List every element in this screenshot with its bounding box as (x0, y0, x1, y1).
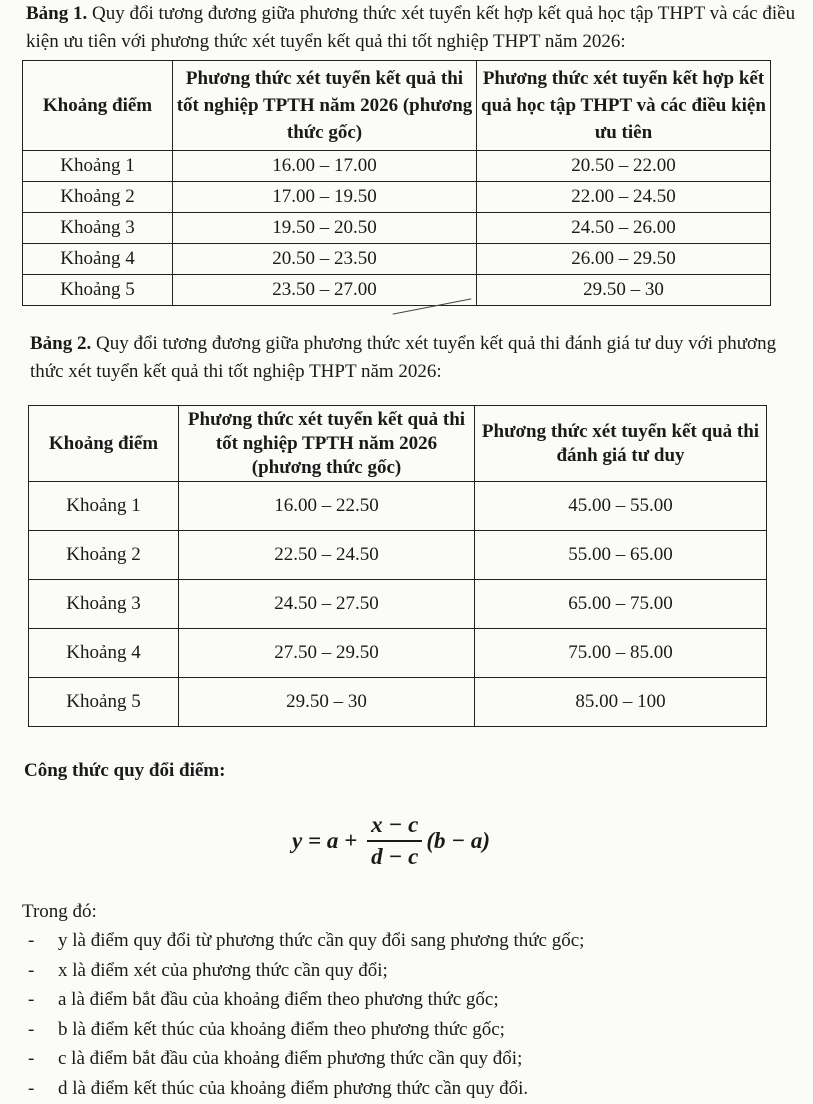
formula-lhs: y = a + (292, 828, 358, 853)
list-item-text: d là điểm kết thúc của khoảng điểm phương thức cần quy đổi. (58, 1077, 529, 1099)
table-row (29, 482, 767, 531)
formula-fraction (367, 810, 422, 872)
list-bullet: - (28, 959, 35, 981)
formula-title: Công thức quy đổi điểm: (24, 760, 226, 781)
formula-numerator: x − c (367, 810, 422, 842)
list-item (22, 1074, 802, 1104)
table-cell: 20.50 – 23.50 (173, 244, 477, 275)
table-cell: 85.00 – 100 (475, 678, 767, 727)
table1-caption (26, 0, 811, 56)
table-row (23, 275, 771, 306)
table-cell: 29.50 – 30 (477, 275, 771, 306)
table2-header-original-method: Phương thức xét tuyển kết quả thi tốt nghiệp TPTH năm 2026 (phương thức gốc) (179, 406, 475, 482)
table-cell: Khoảng 3 (29, 580, 179, 629)
table-cell: Khoảng 1 (29, 482, 179, 531)
list-item (22, 1044, 802, 1074)
list-item-text: a là điểm bắt đầu của khoảng điểm theo phương thức gốc; (58, 989, 499, 1010)
list-item-text: b là điểm kết thúc của khoảng điểm theo phương thức gốc; (58, 1018, 505, 1040)
list-item-text: x là điểm xét của phương thức cần quy đổi; (58, 959, 388, 981)
table1-header-combined-method: Phương thức xét tuyển kết hợp kết quả học tập THPT và các điều kiện ưu tiên (477, 61, 771, 151)
table-cell: 16.00 – 17.00 (173, 151, 477, 182)
table1-header-range: Khoảng điểm (23, 61, 173, 151)
table-cell: 75.00 – 85.00 (475, 629, 767, 678)
list-bullet: - (28, 1048, 35, 1069)
table2-header-range: Khoảng điểm (29, 406, 179, 482)
table-row (29, 531, 767, 580)
table1 (22, 60, 771, 306)
table-cell: Khoảng 2 (29, 531, 179, 580)
table-cell: 29.50 – 30 (179, 678, 475, 727)
table-cell: Khoảng 4 (23, 244, 173, 275)
list-bullet: - (28, 989, 35, 1010)
table-row (23, 213, 771, 244)
table-cell: 22.00 – 24.50 (477, 182, 771, 213)
list-bullet: - (28, 930, 35, 951)
table-row (23, 182, 771, 213)
table-cell: 23.50 – 27.00 (173, 275, 477, 306)
table-cell: 26.00 – 29.50 (477, 244, 771, 275)
table-cell: 22.50 – 24.50 (179, 531, 475, 580)
list-item-text: c là điểm bắt đầu của khoảng điểm phương thức cần quy đổi; (58, 1048, 523, 1069)
table-cell: Khoảng 1 (23, 151, 173, 182)
table-cell: Khoảng 5 (29, 678, 179, 727)
table1-header-row (23, 61, 771, 151)
table-row (29, 629, 767, 678)
table-cell: Khoảng 3 (23, 213, 173, 244)
table-cell: 45.00 – 55.00 (475, 482, 767, 531)
table-cell: 65.00 – 75.00 (475, 580, 767, 629)
table-cell: 20.50 – 22.00 (477, 151, 771, 182)
table2-header-row (29, 406, 767, 482)
table-cell: 24.50 – 26.00 (477, 213, 771, 244)
table-cell: 27.50 – 29.50 (179, 629, 475, 678)
table-cell: 16.00 – 22.50 (179, 482, 475, 531)
table2-caption (30, 330, 810, 386)
table-row (29, 678, 767, 727)
table2-caption-text: Quy đổi tương đương giữa phương thức xét tuyển kết quả thi đánh giá tư duy với phương thức xét tuyển kết quả thi tốt nghiệp THPT năm 2026: (30, 333, 777, 382)
table2-caption-label: Bảng 2. (30, 333, 92, 354)
table2 (28, 405, 767, 727)
table-cell: 24.50 – 27.50 (179, 580, 475, 629)
list-item (22, 1015, 802, 1045)
list-item (22, 956, 802, 986)
table-cell: Khoảng 4 (29, 629, 179, 678)
conversion-formula (292, 810, 490, 872)
table-cell: 55.00 – 65.00 (475, 531, 767, 580)
table-cell: 17.00 – 19.50 (173, 182, 477, 213)
definitions-intro: Trong đó: (22, 901, 97, 922)
table-cell: 19.50 – 20.50 (173, 213, 477, 244)
list-bullet: - (28, 1018, 35, 1040)
table-row (23, 244, 771, 275)
list-item (22, 985, 802, 1015)
table1-caption-text: Quy đổi tương đương giữa phương thức xét tuyển kết hợp kết quả học tập THPT và các điều kiện ưu tiên với phương thức xét tuyển kết quả thi tốt nghiệp THPT năm 2026: (26, 3, 796, 52)
definitions-list (22, 926, 802, 1103)
list-item-text: y là điểm quy đổi từ phương thức cần quy đổi sang phương thức gốc; (58, 930, 585, 951)
formula-denominator: d − c (371, 844, 419, 869)
table1-header-original-method: Phương thức xét tuyển kết quả thi tốt nghiệp TPTH năm 2026 (phương thức gốc) (173, 61, 477, 151)
table-row (23, 151, 771, 182)
table-cell: Khoảng 5 (23, 275, 173, 306)
table-row (29, 580, 767, 629)
table1-caption-label: Bảng 1. (26, 3, 88, 24)
table-cell: Khoảng 2 (23, 182, 173, 213)
list-bullet: - (28, 1077, 35, 1099)
list-item (22, 926, 802, 956)
formula-rhs: (b − a) (426, 828, 491, 853)
table2-header-thinking-test-method: Phương thức xét tuyển kết quả thi đánh giá tư duy (475, 406, 767, 482)
